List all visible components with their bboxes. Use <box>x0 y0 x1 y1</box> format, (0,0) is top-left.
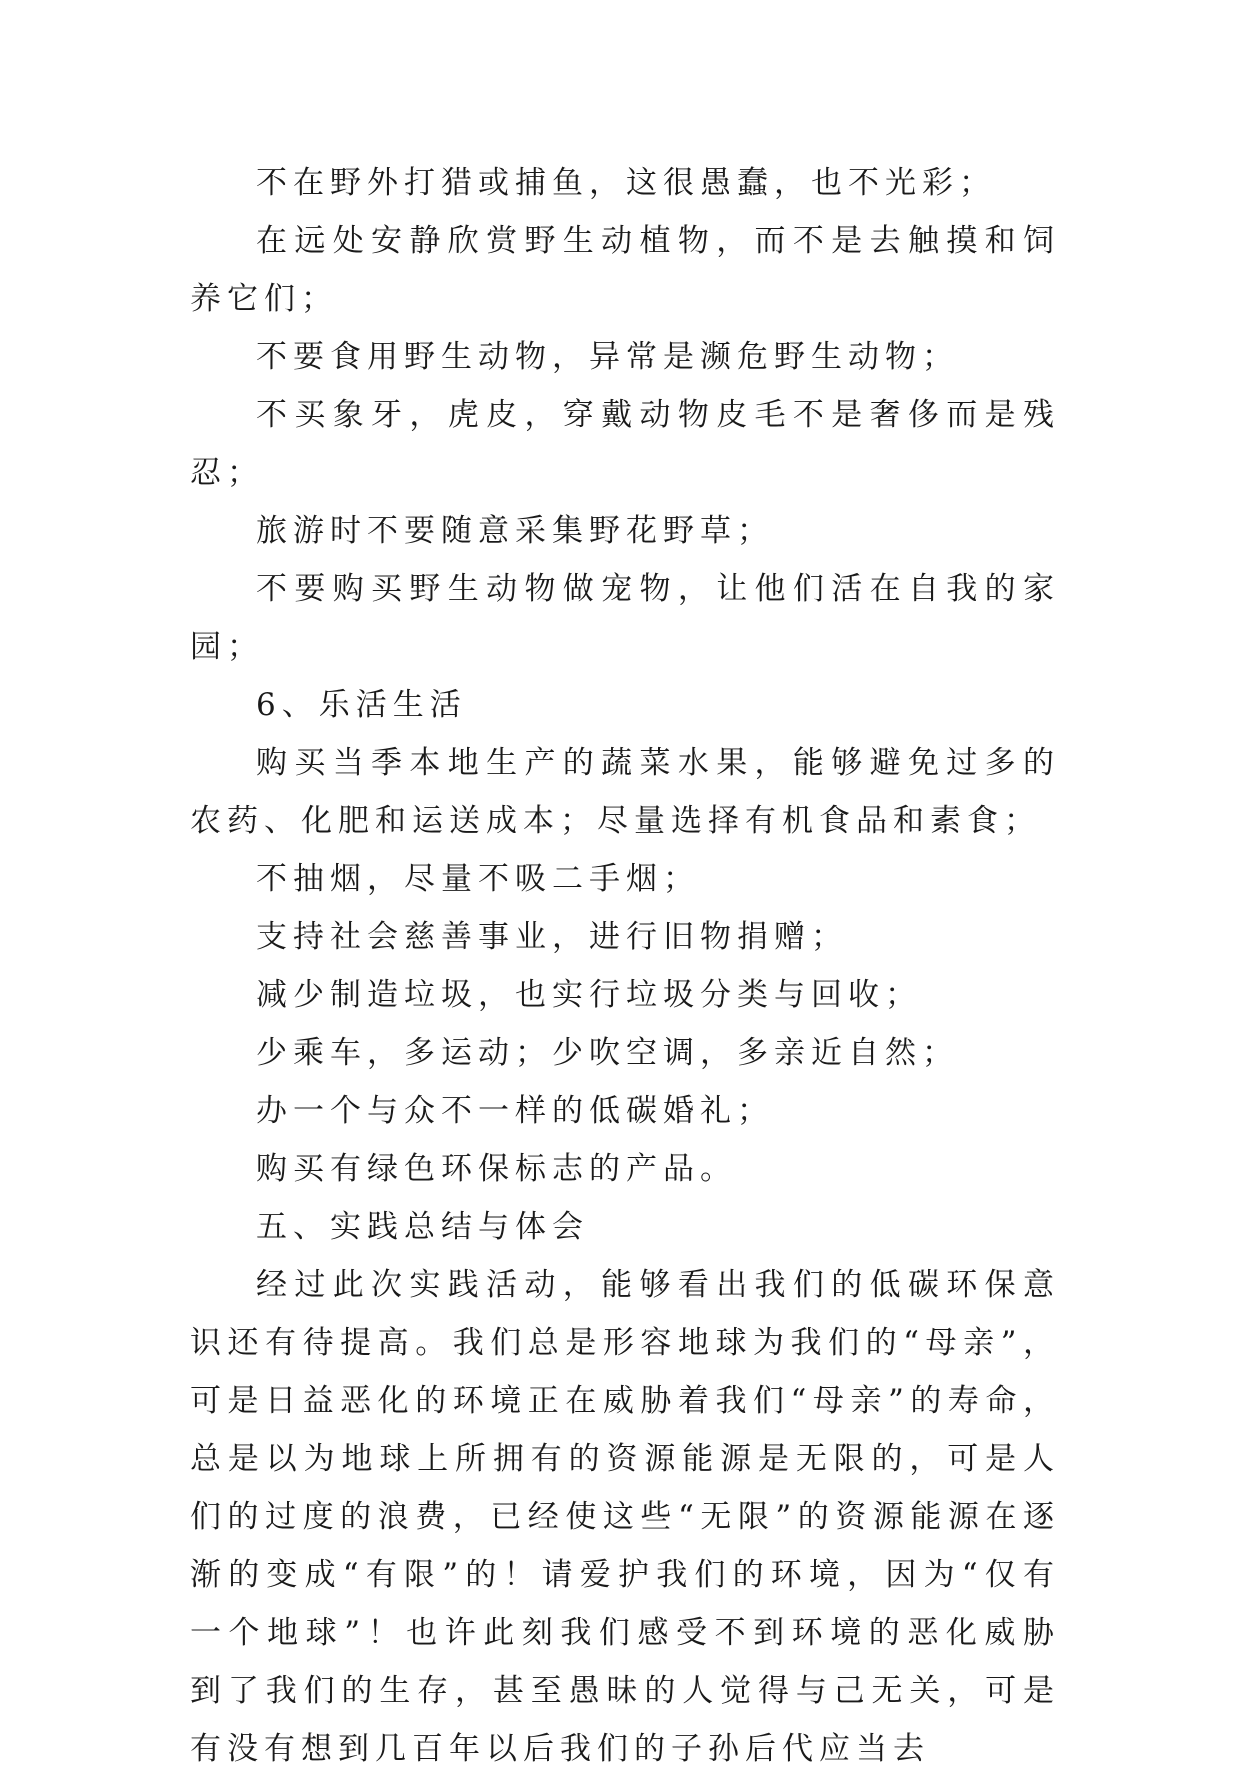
paragraph-charity: 支持社会慈善事业，进行旧物捐赠； <box>256 919 848 955</box>
document-body <box>190 154 1060 1778</box>
paragraph-summary-body: 经过此次实践活动，能够看出我们的低碳环保意识还有待提高。我们总是形容地球为我们的“母亲”，可是日益恶化的环境正在威胁着我们“母亲”的寿命，总是以为地球上所拥有的资源能源是无限的，可是人们的过度的浪费，已经使这些“无限”的资源能源在逐渐的变成“有限”的！请爱护我们的环境，因为“仅有一个地球”！也许此刻我们感受不到环境的恶化威胁到了我们的生存，甚至愚昧的人觉得与己无关，可是有没有想到几百年以后我们的子孙后代应当去 <box>190 1267 1060 1767</box>
section-heading-lohas: 6、乐活生活 <box>256 687 467 723</box>
paragraph-no-smoking: 不抽烟，尽量不吸二手烟； <box>256 861 700 897</box>
paragraph-no-wild-pets: 不要购买野生动物做宠物，让他们活在自我的家园； <box>190 571 1060 665</box>
paragraph-no-picking-flowers: 旅游时不要随意采集野花野草； <box>256 513 774 549</box>
paragraph-green-products: 购买有绿色环保标志的产品。 <box>256 1151 737 1187</box>
paragraph-reduce-waste: 减少制造垃圾，也实行垃圾分类与回收； <box>256 977 922 1013</box>
paragraph-no-eating-wildlife: 不要食用野生动物，异常是濒危野生动物； <box>256 339 959 375</box>
paragraph-local-produce: 购买当季本地生产的蔬菜水果，能够避免过多的农药、化肥和运送成本；尽量选择有机食品和素食； <box>190 745 1060 839</box>
paragraph-exercise: 少乘车，多运动；少吹空调，多亲近自然； <box>256 1035 959 1071</box>
section-heading-summary: 五、实践总结与体会 <box>256 1209 589 1245</box>
paragraph-low-carbon-wedding: 办一个与众不一样的低碳婚礼； <box>256 1093 774 1129</box>
paragraph-observe-wildlife: 在远处安静欣赏野生动植物，而不是去触摸和饲养它们； <box>190 223 1060 317</box>
paragraph-no-hunting: 不在野外打猎或捕鱼，这很愚蠢，也不光彩； <box>256 165 996 201</box>
paragraph-no-ivory: 不买象牙，虎皮，穿戴动物皮毛不是奢侈而是残忍； <box>190 397 1060 491</box>
